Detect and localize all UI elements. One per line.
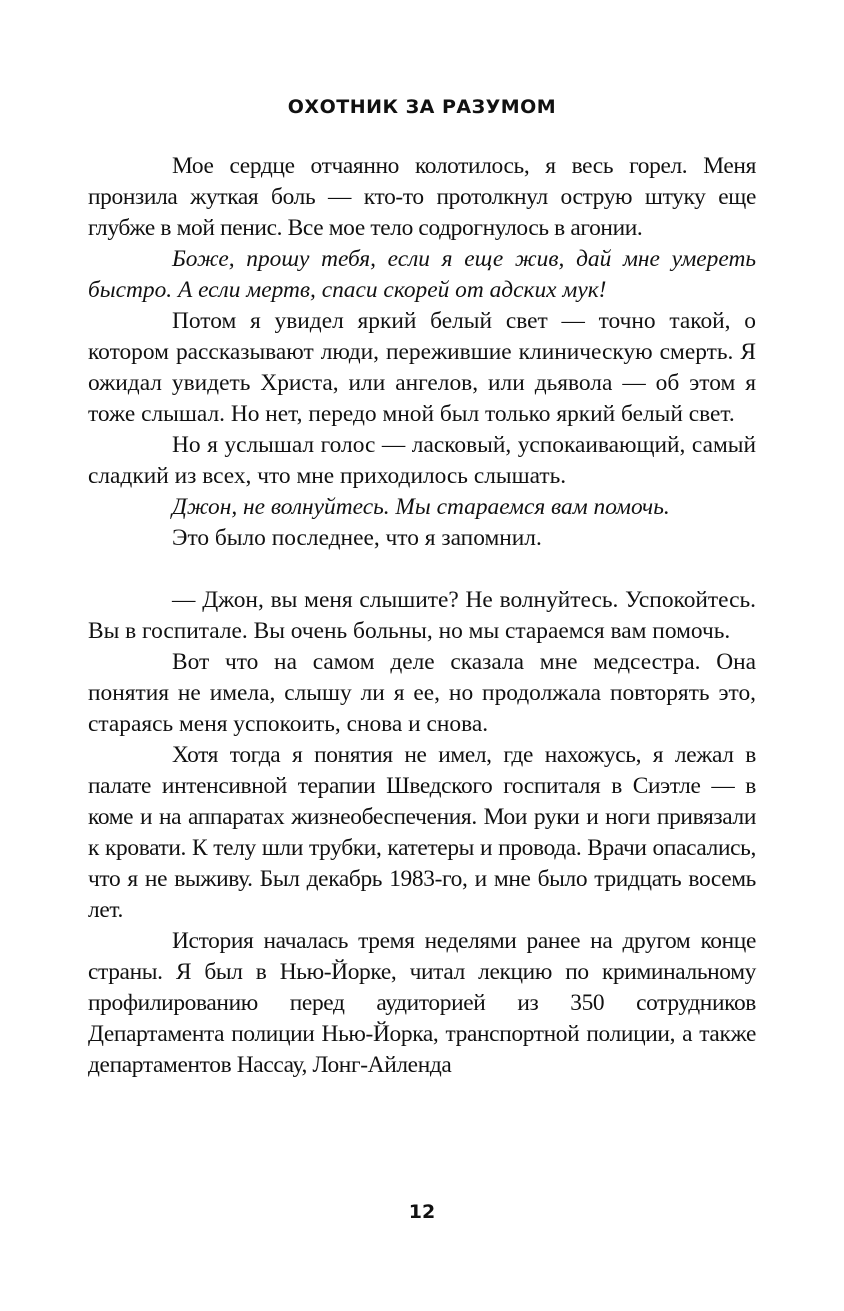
page-number: 12 (408, 1201, 436, 1223)
paragraph: Потом я увидел яркий белый свет — точно такой, о котором рассказывают люди, пережившие клиническую смерть. Я ожидал увидеть Христа, или ангелов, или дьявола — об этом я тоже слышал. Но нет, передо мной был только яркий белый свет. (88, 308, 756, 427)
paragraph: — Джон, вы меня слышите? Не волнуйтесь. Успокойтесь. Вы в госпитале. Вы очень больны, но мы стараемся вам помочь. (88, 587, 756, 644)
paragraph: История началась тремя неделями ранее на другом конце страны. Я был в Нью-Йорке, читал лекцию по криминальному профилированию перед аудиторией из 350 сотрудников Департамента полиции Нью-Йорка, транспортной полиции, а также департаментов Нассау, Лонг-Айленда (88, 928, 756, 1078)
section-break (88, 554, 756, 585)
paragraph: Но я услышал голос — ласковый, успокаивающий, самый сладкий из всех, что мне приходилось слышать. (88, 432, 756, 489)
paragraph: Хотя тогда я понятия не имел, где нахожусь, я лежал в палате интенсивной терапии Шведского госпиталя в Сиэтле — в коме и на аппаратах жизнеобеспечения. Мои руки и ноги привязали к кровати. К телу шли трубки, катетеры и провода. Врачи опасались, что я не выживу. Был декабрь 1983-го, и мне было тридцать восемь лет. (88, 742, 756, 923)
paragraph: Мое сердце отчаянно колотилось, я весь горел. Меня пронзила жуткая боль — кто-то протолкнул острую штуку еще глубже в мой пенис. Все мое тело содрогнулось в агонии. (88, 153, 756, 241)
body-text (88, 151, 756, 1081)
paragraph: Вот что на самом деле сказала мне медсестра. Она понятия не имела, слышу ли я ее, но продолжала повторять это, стараясь меня успокоить, снова и снова. (88, 649, 756, 737)
running-head: ОХОТНИК ЗА РАЗУМОМ (287, 96, 557, 118)
italic-paragraph: Джон, не волнуйтесь. Мы стараемся вам помочь. (172, 494, 670, 520)
paragraph: Это было последнее, что я запомнил. (172, 525, 542, 551)
italic-paragraph: Боже, прошу тебя, если я еще жив, дай мне умереть быстро. А если мертв, спаси скорей от адских мук! (88, 246, 756, 303)
